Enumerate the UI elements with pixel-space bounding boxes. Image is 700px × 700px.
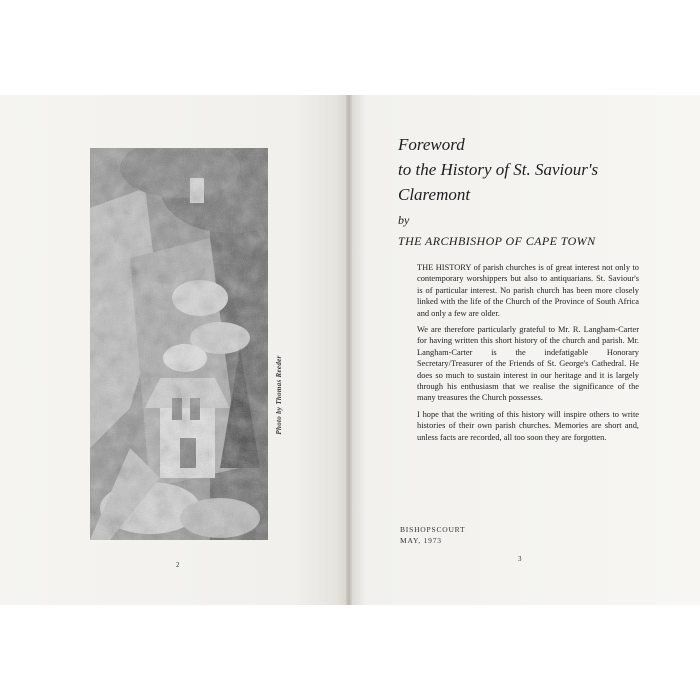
foreword-title: [398, 132, 688, 207]
place-name: BISHOPSCOURT: [400, 525, 466, 534]
body-paragraph: THE HISTORY of parish churches is of great interest not only to contemporary worshippers but also to antiquarians. St. Saviour's is of particular interest. No parish church has been more closely linked with the life of the Church of the Province of South Africa and only a few are older.: [417, 263, 639, 318]
author-heading: THE ARCHBISHOP OF CAPE TOWN: [398, 234, 596, 248]
church-photograph: [90, 148, 268, 540]
title-line: Foreword: [398, 135, 465, 154]
left-page: [0, 95, 346, 605]
body-paragraph: I hope that the writing of this history will inspire others to write histories of their own parish churches. Memories are short and, unless facts are recorded, all too soon they are forgotten.: [417, 409, 639, 442]
page-number-right: 3: [518, 555, 522, 563]
title-line: Claremont: [398, 185, 471, 204]
photo-credit: Photo by Thomas Reeder: [275, 355, 283, 435]
signed-date: MAY, 1973: [400, 536, 442, 545]
church-photo-illustration: [90, 148, 268, 540]
by-line: by: [398, 213, 410, 227]
page-number-left: 2: [176, 561, 180, 569]
body-paragraph: We are therefore particularly grateful to Mr. R. Langham-Carter for having written this short history of the church and parish. Mr. Langham-Carter is the indefatigable Honorary Secretary/Treasurer of the Friends of St. George's Cathedral. He does so much to sustain interest in our heritage and it is largely through his enthusiasm that we realise the significance of the many treasures the Church possesses.: [417, 325, 639, 403]
foreword-body: [417, 262, 639, 448]
title-line: to the History of St. Saviour's: [398, 160, 599, 179]
